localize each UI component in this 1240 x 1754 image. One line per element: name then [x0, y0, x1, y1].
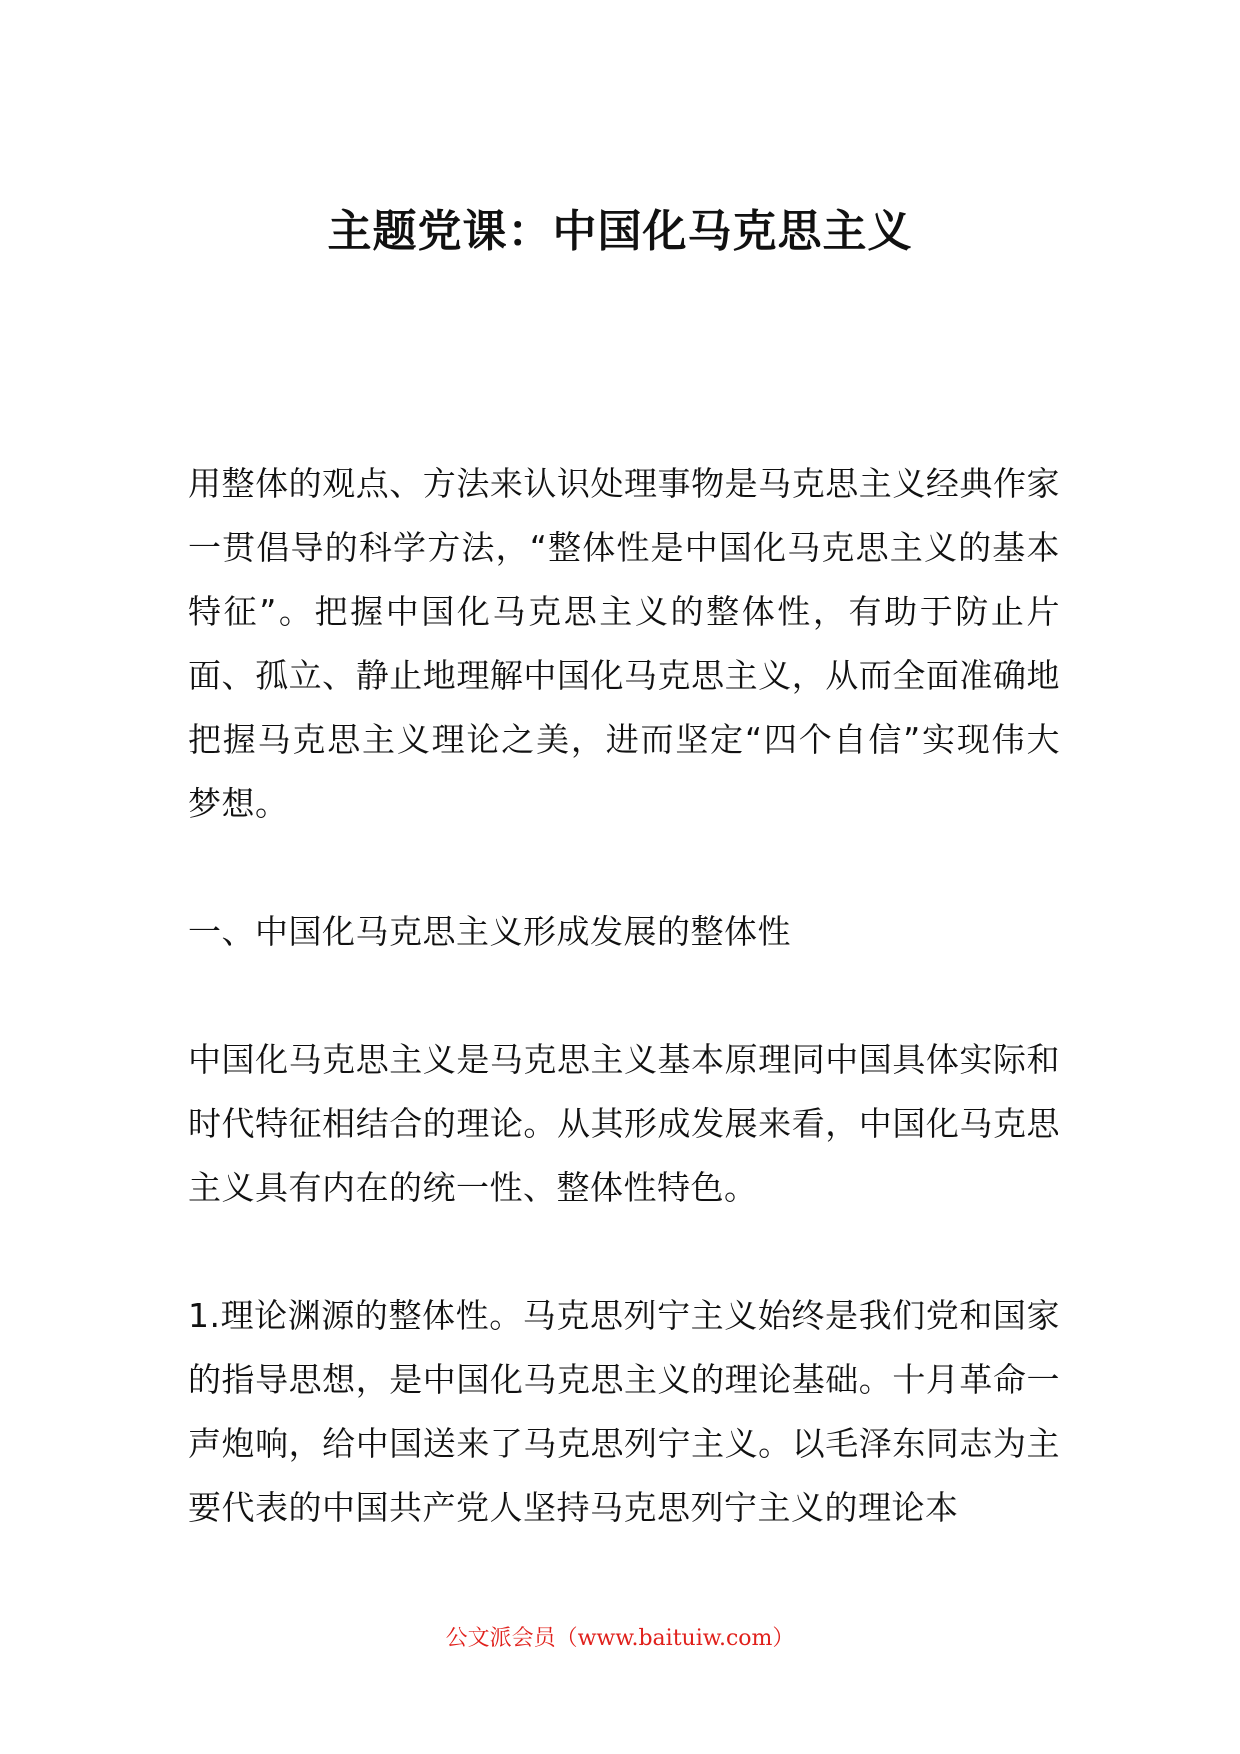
paragraph-intro: 用整体的观点、方法来认识处理事物是马克思主义经典作家一贯倡导的科学方法，“整体性是中国化马克思主义的基本特征”。把握中国化马克思主义的整体性，有助于防止片面、孤立、静止地理解中国化马克思主义，从而全面准确地把握马克思主义理论之美，进而坚定“四个自信”实现伟大梦想。 — [188, 464, 1060, 823]
footer-watermark: 公文派会员（www.baituiw.com） — [445, 1626, 795, 1651]
paragraph-section-intro: 中国化马克思主义是马克思主义基本原理同中国具体实际和时代特征相结合的理论。从其形成发展来看，中国化马克思主义具有内在的统一性、整体性特色。 — [188, 1040, 1060, 1207]
page-title: 主题党课：中国化马克思主义 — [327, 206, 913, 257]
section-heading: 一、中国化马克思主义形成发展的整体性 — [188, 912, 791, 951]
paragraph-point-1: 1.理论渊源的整体性。马克思列宁主义始终是我们党和国家的指导思想，是中国化马克思主义的理论基础。十月革命一声炮响，给中国送来了马克思列宁主义。以毛泽东同志为主要代表的中国共产党人坚持马克思列宁主义的理论本 — [188, 1296, 1060, 1527]
document-body — [188, 452, 1060, 1540]
